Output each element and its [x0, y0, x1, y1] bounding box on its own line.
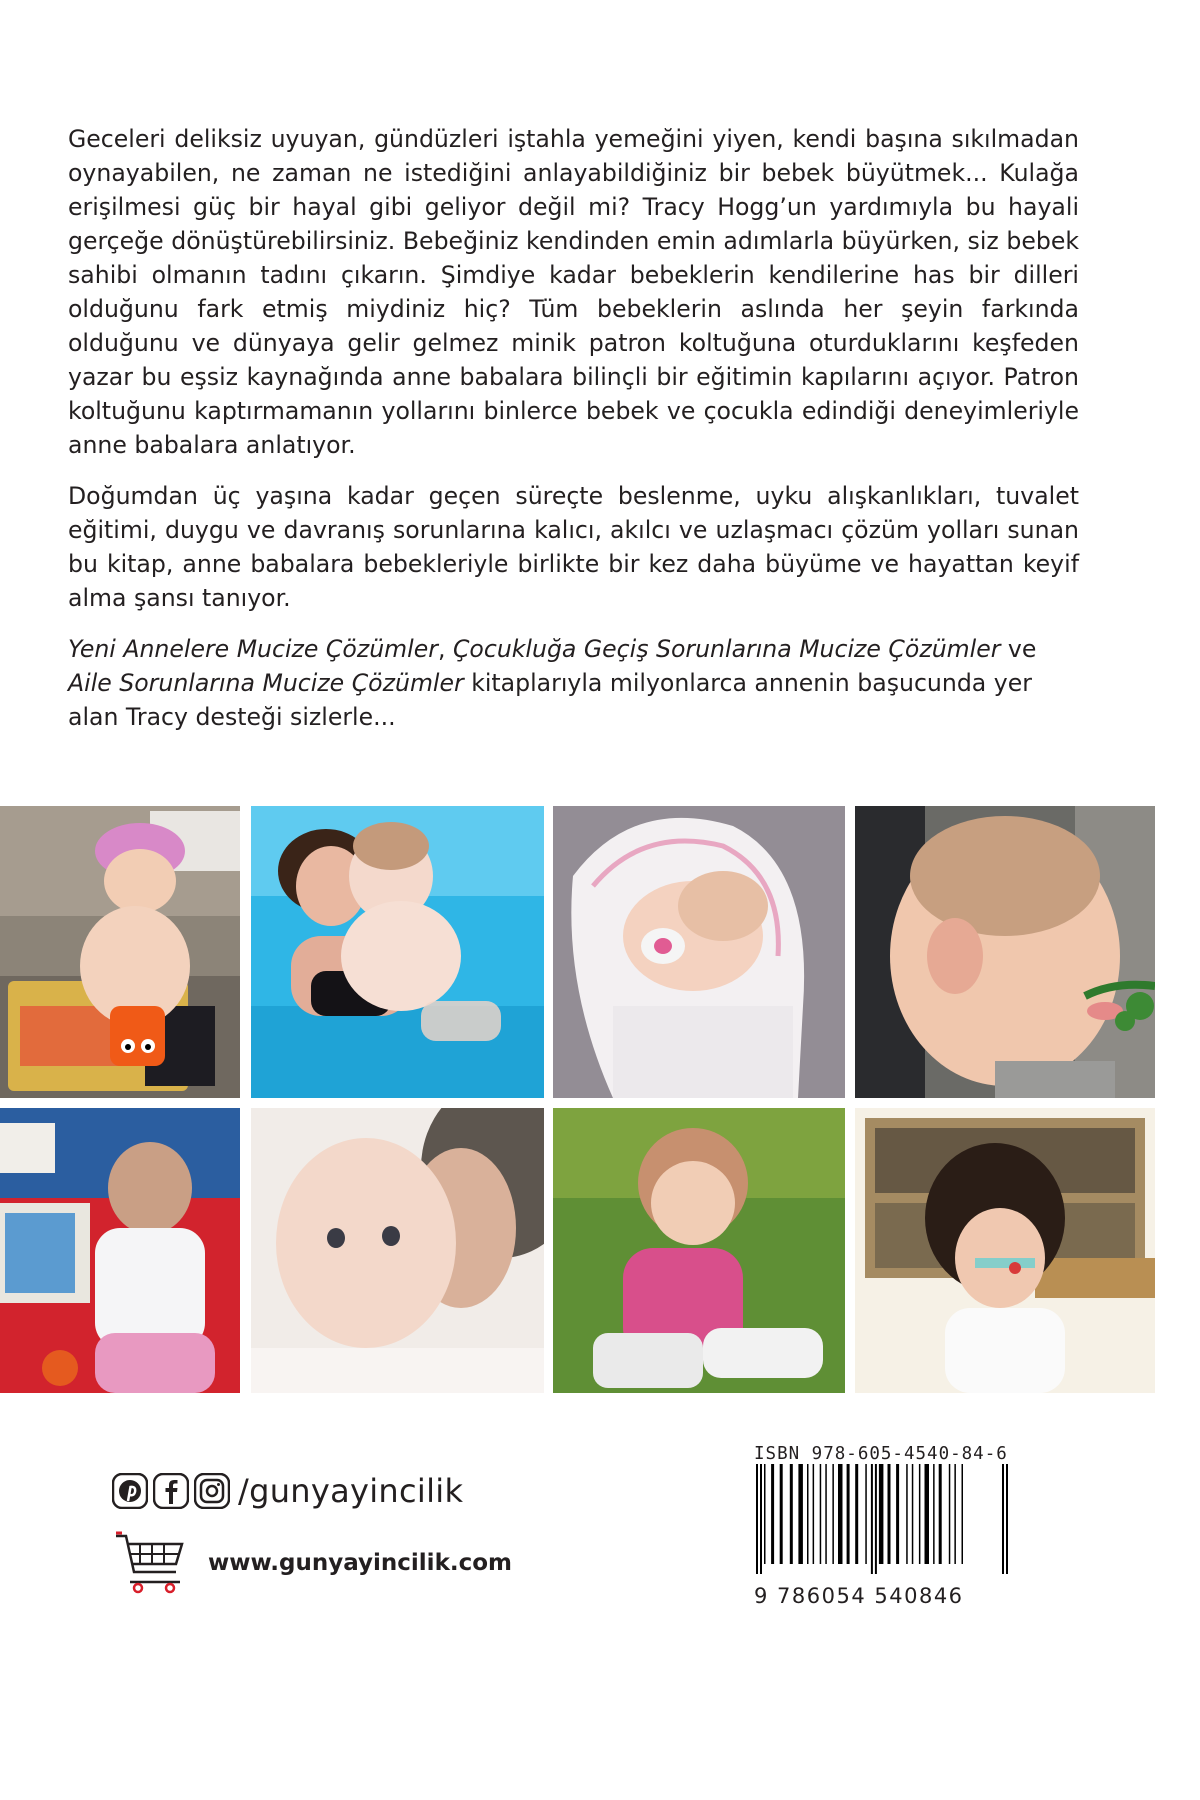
barcode-bar: [954, 1464, 956, 1564]
barcode-bar: [790, 1464, 793, 1564]
blurb-paragraph-3: [68, 632, 1079, 734]
barcode-bar: [855, 1464, 858, 1564]
pinterest-icon[interactable]: [112, 1473, 148, 1509]
barcode-number: 9 786054 540846: [754, 1584, 964, 1608]
photo-baby-pink-jacket-grass: [553, 1108, 845, 1393]
shopping-cart-icon: [114, 1530, 188, 1596]
barcode-bar: [847, 1464, 850, 1564]
barcode-bar: [962, 1464, 964, 1564]
barcode-bar: [912, 1464, 914, 1564]
book-title-2: Çocukluğa Geçiş Sorunlarına Mucize Çözümler: [452, 635, 1001, 663]
blurb-paragraph-1: Geceleri deliksiz uyuyan, gündüzleri iştahla yemeğini yiyen, kendi başına sıkılmadan oynayabilen, ne zaman ne istediğini anlayabildiğiniz bir bebek büyütmek... Kulağa erişilmesi güç bir hayal gibi geliyor değil mi? Tracy Hogg’un yardımıyla bu hayali gerçeğe dönüştürebilirsiniz. Bebeğiniz kendinden emin adımlarla büyürken, siz bebek sahibi olmanın tadını çıkarın. Şimdiye kadar bebeklerin kendilerine has bir dilleri olduğunu fark etmiş miydiniz hiç? Tüm bebeklerin aslında her şeyin farkında olduğunu ve dünyaya gelir gelmez minik patron koltuğuna oturduklarını keşfeden yazar bu eşsiz kaynağında anne babalara bilinçli bir eğitimin kapılarını açıyor. Patron koltuğunu kaptırmamanın yollarını binlerce bebek ve çocukla edindiği deneyimleriyle anne babalara anlatıyor.: [68, 125, 1079, 459]
barcode-bar: [832, 1464, 834, 1564]
barcode-bar: [875, 1464, 877, 1574]
barcode-bar: [820, 1464, 822, 1564]
barcode-bar: [896, 1464, 899, 1564]
photo-child-face-paint: [855, 1108, 1155, 1393]
barcode-bar: [919, 1464, 921, 1564]
barcode-bar: [925, 1464, 930, 1564]
social-handle[interactable]: /gunyayincilik: [238, 1472, 464, 1510]
barcode-bar: [838, 1464, 843, 1564]
barcode-bar: [825, 1464, 827, 1564]
barcode-bar: [756, 1464, 758, 1574]
barcode-bar: [1006, 1464, 1008, 1574]
facebook-icon[interactable]: [153, 1473, 189, 1509]
photo-baby-beach-hat: [0, 806, 240, 1098]
blurb-paragraph-2: Doğumdan üç yaşına kadar geçen süreçte beslenme, uyku alışkanlıkları, tuvalet eğitimi, duygu ve davranış sorunlarına kalıcı, akılcı ve uzlaşmacı çözüm yolları sunan bu kitap, anne babalara bebekleriyle birlikte bir kez daha büyüme ve hayattan keyif alma şansı tanıyor.: [68, 482, 1079, 612]
barcode-bar: [807, 1464, 809, 1564]
isbn-barcode-block: [754, 1444, 1014, 1608]
barcode-bar: [760, 1464, 762, 1574]
barcode-bar: [906, 1464, 908, 1564]
book-title-3: Aile Sorunlarına Mucize Çözümler: [68, 669, 464, 697]
back-cover-blurb: [68, 122, 1079, 751]
separator-2: ve: [1000, 635, 1037, 663]
barcode: [754, 1464, 1012, 1574]
photo-mother-baby-pool: [251, 806, 544, 1098]
barcode-bar: [888, 1464, 891, 1564]
website-url[interactable]: www.gunyayincilik.com: [208, 1550, 512, 1576]
book-title-1: Yeni Annelere Mucize Çözümler: [68, 635, 438, 663]
isbn-label: ISBN 978-605-4540-84-6: [754, 1444, 1008, 1464]
barcode-bar: [879, 1464, 884, 1564]
blurb-closing: kitaplarıyla milyonlarca annenin başucunda yer alan Tracy desteği sizlerle...: [68, 669, 1032, 731]
barcode-bar: [1002, 1464, 1004, 1574]
barcode-bar: [871, 1464, 873, 1574]
barcode-bar: [764, 1464, 766, 1564]
photo-baby-sitting-mat: [0, 1108, 240, 1393]
barcode-bar: [933, 1464, 935, 1564]
photo-baby-profile-parsley: [855, 806, 1155, 1098]
barcode-bar: [949, 1464, 951, 1564]
instagram-icon[interactable]: [194, 1473, 230, 1509]
barcode-bar: [939, 1464, 942, 1564]
barcode-bar: [865, 1464, 867, 1564]
photo-swaddled-baby-pacifier: [553, 806, 845, 1098]
barcode-bar: [798, 1464, 803, 1564]
barcode-bar: [813, 1464, 815, 1564]
photo-baby-over-shoulder: [251, 1108, 544, 1393]
separator-1: ,: [437, 635, 453, 663]
barcode-bar: [780, 1464, 783, 1564]
barcode-bar: [771, 1464, 774, 1564]
website-link: [114, 1530, 512, 1596]
social-links: [112, 1468, 463, 1514]
